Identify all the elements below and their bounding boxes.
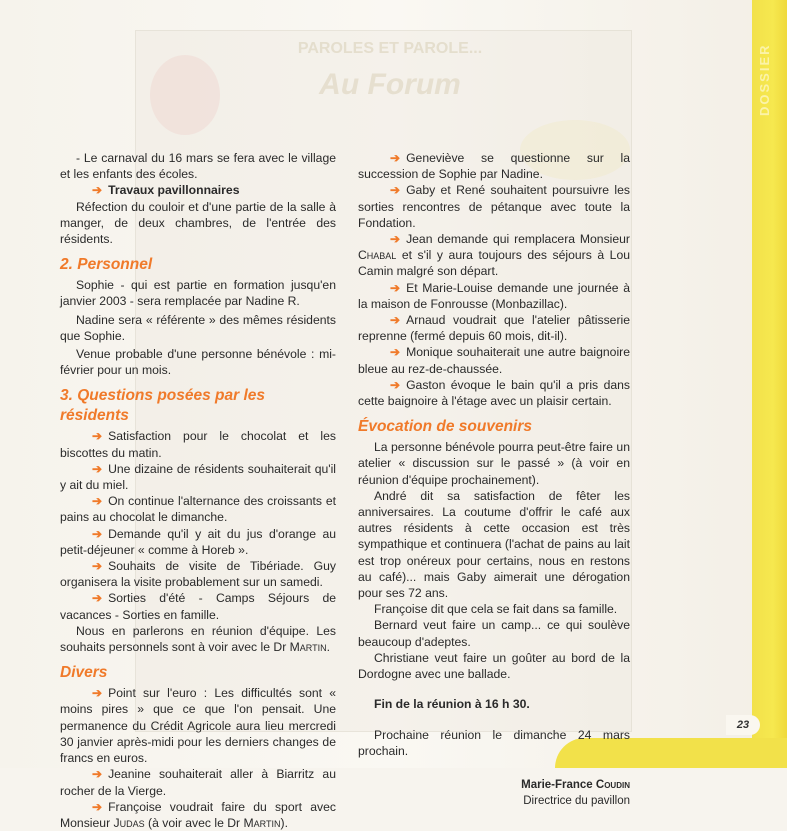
divers-item: ➔ Jeanine souhaiterait aller à Biarritz au rocher de la Vierge. bbox=[60, 767, 336, 798]
request-item: ➔ Arnaud voudrait que l'atelier pâtisserie reprenne (fermé depuis 60 mois, dit-il). bbox=[358, 313, 630, 344]
arrow-icon: ➔ bbox=[92, 526, 103, 541]
arrow-icon: ➔ bbox=[92, 686, 103, 701]
section-tab-label: DOSSIER bbox=[757, 43, 772, 117]
carnaval-paragraph: - Le carnaval du 16 mars se fera avec le village et les enfants des écoles. bbox=[60, 151, 336, 182]
signature-block bbox=[358, 777, 630, 809]
question-item: ➔ Sorties d'été - Camps Séjours de vacances - Sorties en famille. bbox=[60, 591, 336, 622]
section-heading-souvenirs: Évocation de souvenirs bbox=[358, 418, 532, 436]
arrow-icon: ➔ bbox=[92, 591, 103, 606]
left-column bbox=[60, 150, 336, 831]
request-item: ➔ Gaby et René souhaitent poursuivre les sorties rencontres de pétanque avec toute la Fondation. bbox=[358, 183, 630, 230]
ghost-heading: PAROLES ET PAROLE... bbox=[297, 40, 483, 57]
arrow-icon: ➔ bbox=[92, 429, 103, 444]
arrow-icon: ➔ bbox=[92, 767, 103, 782]
personnel-paragraph-3: Venue probable d'une personne bénévole : mi-février pour un mois. bbox=[60, 347, 336, 378]
request-item: ➔ Jean demande qui remplacera Monsieur Chabal et s'il y aura toujours des séjours à Lou Camin malgré son départ. bbox=[358, 232, 630, 279]
questions-note: Nous en parlerons en réunion d'équipe. Les souhaits personnels sont à voir avec le Dr Martin. bbox=[60, 623, 336, 655]
souvenir-paragraph: Françoise dit que cela se fait dans sa famille. bbox=[374, 602, 618, 617]
arrow-icon: ➔ bbox=[92, 461, 103, 476]
arrow-icon: ➔ bbox=[92, 183, 103, 198]
section-heading-questions: 3. Questions posées par les résidents bbox=[60, 387, 266, 425]
divers-item: ➔ Point sur l'euro : Les difficultés sont « moins pires » que ce que l'on pensait. Une permanence du Crédit Agricole aura lieu mercredi 30 janvier après-midi pour les derniers changes de francs en euros. bbox=[60, 686, 336, 766]
request-item: ➔ Geneviève se questionne sur la succession de Sophie par Nadine. bbox=[358, 151, 630, 182]
travaux-subheading: ➔ Travaux pavillonnaires bbox=[60, 182, 336, 198]
section-heading-divers: Divers bbox=[60, 664, 108, 682]
arrow-icon: ➔ bbox=[390, 280, 401, 295]
souvenir-paragraph: André dit sa satisfaction de fêter les anniversaires. La coutume d'offrir le café aux autres résidents à cette occasion est très sympathique et continuera (l'achat de pains au lait est trop onéreux pour certains, nous en restons au café)... mais Gaby aimerait une dérogation pour ses 72 ans. bbox=[358, 488, 630, 601]
signature-name: Marie-France Coudin bbox=[521, 778, 630, 791]
background-decoration bbox=[150, 55, 220, 135]
arrow-icon: ➔ bbox=[390, 183, 401, 198]
page-number: 23 bbox=[726, 715, 760, 735]
arrow-icon: ➔ bbox=[92, 559, 103, 574]
question-item: ➔ On continue l'alternance des croissants et pains au chocolat le dimanche. bbox=[60, 494, 336, 525]
arrow-icon: ➔ bbox=[390, 151, 401, 165]
question-item: ➔ Demande qu'il y ait du jus d'orange au petit-déjeuner « comme à Horeb ». bbox=[60, 526, 336, 557]
right-column bbox=[358, 150, 630, 809]
arrow-icon: ➔ bbox=[390, 377, 401, 392]
request-item: ➔ Monique souhaiterait une autre baignoire bleue au rez-de-chaussée. bbox=[358, 345, 630, 376]
arrow-icon: ➔ bbox=[390, 232, 401, 247]
section-heading-personnel: 2. Personnel bbox=[60, 256, 153, 274]
question-item: ➔ Satisfaction pour le chocolat et les biscottes du matin. bbox=[60, 429, 336, 460]
travaux-paragraph: Réfection du couloir et d'une partie de la salle à manger, de deux chambres, de l'entrée des résidents. bbox=[60, 199, 336, 247]
signature-role: Directrice du pavillon bbox=[523, 794, 630, 807]
personnel-paragraph-1: Sophie - qui est partie en formation jusqu'en janvier 2003 - sera remplacée par Nadine R. bbox=[60, 278, 336, 309]
arrow-icon: ➔ bbox=[390, 345, 401, 360]
arrow-icon: ➔ bbox=[92, 494, 103, 509]
souvenir-paragraph: La personne bénévole pourra peut-être faire un atelier « discussion sur le passé » (à voir en réunion d'équipe prochainement). bbox=[358, 440, 630, 487]
souvenir-paragraph: Christiane veut faire un goûter au bord de la Dordogne avec une ballade. bbox=[358, 650, 630, 682]
question-item: ➔ Souhaits de visite de Tibériade. Guy organisera la visite probablement sur un samedi. bbox=[60, 559, 336, 590]
personnel-paragraph-2: Nadine sera « référente » des mêmes résidents que Sophie. bbox=[60, 312, 336, 343]
request-item: ➔ Gaston évoque le bain qu'il a pris dans cette baignoire à l'étage avec un plaisir certain. bbox=[358, 377, 630, 409]
souvenir-paragraph: Bernard veut faire un camp... ce qui soulève beaucoup d'adeptes. bbox=[358, 618, 630, 649]
request-item: ➔ Et Marie-Louise demande une journée à la maison de Fonrousse (Monbazillac). bbox=[358, 280, 630, 311]
next-meeting-line: Prochaine réunion le dimanche 24 mars prochain. bbox=[358, 727, 630, 758]
divers-item: ➔ Françoise voudrait faire du sport avec Monsieur Judas (à voir avec le Dr Martin). bbox=[60, 799, 336, 830]
ghost-title: Au Forum bbox=[319, 68, 461, 101]
meeting-end-line: Fin de la réunion à 16 h 30. bbox=[374, 697, 530, 712]
arrow-icon: ➔ bbox=[92, 799, 103, 814]
question-item: ➔ Une dizaine de résidents souhaiterait qu'il y ait du miel. bbox=[60, 461, 336, 493]
arrow-icon: ➔ bbox=[390, 313, 401, 328]
